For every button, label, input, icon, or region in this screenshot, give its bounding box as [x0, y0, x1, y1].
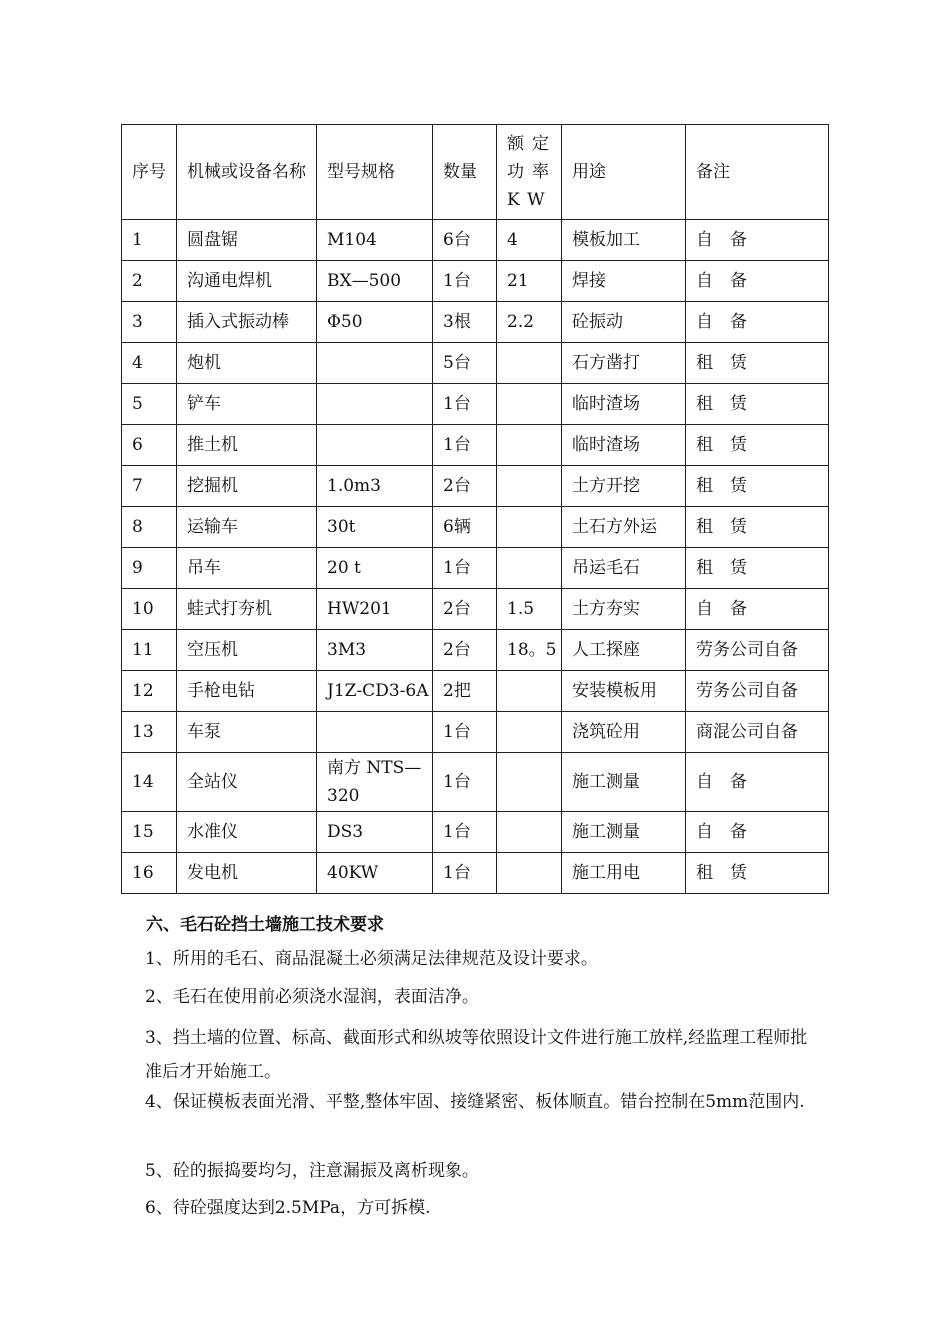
cell-name: 圆盘锯 [177, 220, 317, 261]
cell-index: 6 [122, 425, 177, 466]
cell-qty: 1台 [433, 712, 497, 753]
header-index: 序号 [122, 125, 177, 220]
header-remark: 备注 [686, 125, 829, 220]
cell-model [317, 343, 433, 384]
cell-power [497, 384, 562, 425]
cell-remark: 租 赁 [686, 384, 829, 425]
cell-model: J1Z-CD3-6A [317, 671, 433, 712]
cell-usage: 土石方外运 [562, 507, 686, 548]
cell-name: 插入式振动棒 [177, 302, 317, 343]
cell-remark: 租 赁 [686, 466, 829, 507]
cell-power [497, 507, 562, 548]
cell-usage: 施工用电 [562, 853, 686, 894]
cell-remark: 自 备 [686, 812, 829, 853]
cell-name: 全站仪 [177, 753, 317, 812]
cell-name: 推土机 [177, 425, 317, 466]
cell-qty: 1台 [433, 261, 497, 302]
cell-usage: 浇筑砼用 [562, 712, 686, 753]
cell-remark: 租 赁 [686, 548, 829, 589]
table-row [122, 812, 829, 853]
cell-index: 16 [122, 853, 177, 894]
table-row [122, 261, 829, 302]
table-row [122, 507, 829, 548]
cell-power: 1.5 [497, 589, 562, 630]
cell-power: 2.2 [497, 302, 562, 343]
cell-power [497, 712, 562, 753]
cell-remark: 自 备 [686, 261, 829, 302]
table-row [122, 425, 829, 466]
cell-usage: 土方夯实 [562, 589, 686, 630]
cell-model: HW201 [317, 589, 433, 630]
header-model: 型号规格 [317, 125, 433, 220]
table-row [122, 343, 829, 384]
cell-qty: 6辆 [433, 507, 497, 548]
table-row [122, 753, 829, 812]
cell-index: 3 [122, 302, 177, 343]
paragraph-5: 5、砼的振捣要均匀，注意漏振及离析现象。 [145, 1161, 479, 1181]
cell-power [497, 466, 562, 507]
cell-name: 运输车 [177, 507, 317, 548]
cell-remark: 劳务公司自备 [686, 630, 829, 671]
cell-usage: 施工测量 [562, 812, 686, 853]
cell-remark: 自 备 [686, 753, 829, 812]
cell-usage: 施工测量 [562, 753, 686, 812]
cell-power: 21 [497, 261, 562, 302]
cell-usage: 安装模板用 [562, 671, 686, 712]
header-qty: 数量 [433, 125, 497, 220]
table-row [122, 548, 829, 589]
cell-usage: 土方开挖 [562, 466, 686, 507]
cell-model: 南方 NTS—320 [317, 753, 433, 812]
cell-qty: 1台 [433, 853, 497, 894]
cell-index: 4 [122, 343, 177, 384]
cell-qty: 1台 [433, 548, 497, 589]
cell-name: 空压机 [177, 630, 317, 671]
cell-name: 水准仪 [177, 812, 317, 853]
cell-index: 5 [122, 384, 177, 425]
cell-model: M104 [317, 220, 433, 261]
equipment-table [121, 124, 829, 894]
cell-qty: 3根 [433, 302, 497, 343]
cell-power [497, 753, 562, 812]
paragraph-4: 4、保证模板表面光滑、平整,整体牢固、接缝紧密、板体顺直。错台控制在5mm范围内. [145, 1092, 805, 1112]
cell-usage: 吊运毛石 [562, 548, 686, 589]
cell-power [497, 548, 562, 589]
cell-model: Φ50 [317, 302, 433, 343]
paragraph-6: 6、待砼强度达到2.5MPa，方可拆模. [145, 1198, 431, 1218]
cell-qty: 6台 [433, 220, 497, 261]
cell-power [497, 853, 562, 894]
cell-model: BX—500 [317, 261, 433, 302]
cell-qty: 2把 [433, 671, 497, 712]
cell-qty: 1台 [433, 425, 497, 466]
cell-model [317, 384, 433, 425]
cell-index: 9 [122, 548, 177, 589]
cell-power: 4 [497, 220, 562, 261]
header-name: 机械或设备名称 [177, 125, 317, 220]
cell-index: 2 [122, 261, 177, 302]
cell-usage: 砼振动 [562, 302, 686, 343]
cell-remark: 租 赁 [686, 507, 829, 548]
cell-remark: 租 赁 [686, 425, 829, 466]
cell-qty: 2台 [433, 589, 497, 630]
cell-qty: 1台 [433, 753, 497, 812]
table-row [122, 630, 829, 671]
cell-index: 7 [122, 466, 177, 507]
cell-name: 挖掘机 [177, 466, 317, 507]
cell-index: 12 [122, 671, 177, 712]
cell-model: 40KW [317, 853, 433, 894]
cell-qty: 5台 [433, 343, 497, 384]
cell-index: 15 [122, 812, 177, 853]
cell-model: DS3 [317, 812, 433, 853]
cell-remark: 租 赁 [686, 853, 829, 894]
cell-power [497, 671, 562, 712]
cell-power: 18。5 [497, 630, 562, 671]
cell-name: 吊车 [177, 548, 317, 589]
paragraph-3: 3、挡土墙的位置、标高、截面形式和纵坡等依照设计文件进行施工放样,经监理工程师批准后才开始施工。 [145, 1028, 808, 1082]
cell-name: 车泵 [177, 712, 317, 753]
table-row [122, 712, 829, 753]
cell-model: 20 t [317, 548, 433, 589]
section-heading: 六、毛石砼挡土墙施工技术要求 [146, 915, 384, 935]
cell-name: 炮机 [177, 343, 317, 384]
cell-remark: 租 赁 [686, 343, 829, 384]
cell-qty: 1台 [433, 384, 497, 425]
header-power: 额定功率KW [497, 125, 562, 220]
cell-remark: 劳务公司自备 [686, 671, 829, 712]
cell-name: 沟通电焊机 [177, 261, 317, 302]
cell-usage: 人工探座 [562, 630, 686, 671]
cell-qty: 2台 [433, 630, 497, 671]
paragraph-1: 1、所用的毛石、商品混凝土必须满足法律规范及设计要求。 [145, 949, 598, 969]
table-header-row [122, 125, 829, 220]
cell-remark: 商混公司自备 [686, 712, 829, 753]
table-row [122, 302, 829, 343]
cell-name: 蛙式打夯机 [177, 589, 317, 630]
cell-model [317, 712, 433, 753]
cell-model: 1.0m3 [317, 466, 433, 507]
cell-power [497, 425, 562, 466]
cell-index: 13 [122, 712, 177, 753]
table-row [122, 853, 829, 894]
cell-index: 8 [122, 507, 177, 548]
cell-index: 11 [122, 630, 177, 671]
table-row [122, 220, 829, 261]
table-row [122, 589, 829, 630]
paragraph-2: 2、毛石在使用前必须浇水湿润，表面洁净。 [145, 987, 479, 1007]
cell-usage: 模板加工 [562, 220, 686, 261]
cell-power [497, 343, 562, 384]
table-body [122, 220, 829, 894]
cell-model: 30t [317, 507, 433, 548]
cell-usage: 临时渣场 [562, 425, 686, 466]
table-row [122, 384, 829, 425]
cell-name: 手枪电钻 [177, 671, 317, 712]
cell-qty: 2台 [433, 466, 497, 507]
cell-qty: 1台 [433, 812, 497, 853]
cell-index: 14 [122, 753, 177, 812]
cell-power [497, 812, 562, 853]
table-row [122, 466, 829, 507]
cell-remark: 自 备 [686, 302, 829, 343]
cell-index: 10 [122, 589, 177, 630]
cell-remark: 自 备 [686, 589, 829, 630]
cell-usage: 临时渣场 [562, 384, 686, 425]
cell-usage: 石方凿打 [562, 343, 686, 384]
cell-model: 3M3 [317, 630, 433, 671]
cell-name: 铲车 [177, 384, 317, 425]
cell-remark: 自 备 [686, 220, 829, 261]
table-row [122, 671, 829, 712]
cell-usage: 焊接 [562, 261, 686, 302]
cell-model [317, 425, 433, 466]
header-usage: 用途 [562, 125, 686, 220]
cell-index: 1 [122, 220, 177, 261]
cell-name: 发电机 [177, 853, 317, 894]
